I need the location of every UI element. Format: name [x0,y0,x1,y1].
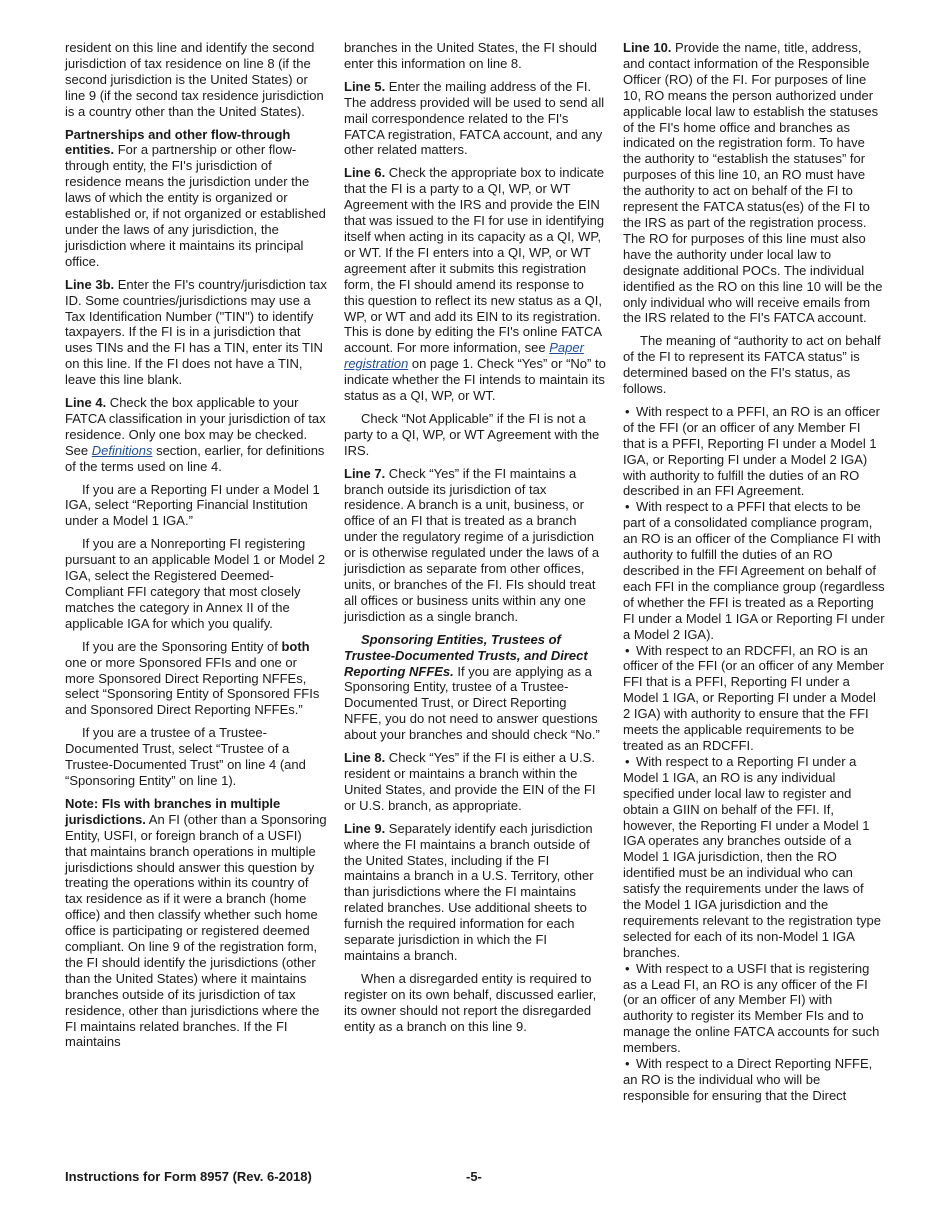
text-sponsoring-entities: If you are applying as a Sponsoring Entity, trustee of a Trustee-Documented Trust, or Direct Reporting NFFE, you do not need to answer questions about your branches and should check “No.” [344,663,600,743]
text-line-6-b: on page 1. Check “Yes” or “No” to indicate whether the FI intends to maintain its status as a QI, WP, or WT. [344,356,606,404]
heading-line-5: Line 5. [344,78,386,94]
heading-sponsoring-entities: Sponsoring Entities, Trustees of Trustee-Documented Trusts, and Direct Reporting NFFEs. [344,631,588,679]
paragraph-not-applicable: Check “Not Applicable” if the FI is not a party to a QI, WP, or WT Agreement with the IRS. [344,410,600,458]
heading-line-8: Line 8. [344,750,386,766]
paragraph-sponsoring-entities [344,632,606,743]
column-right [623,40,885,1104]
column-middle [344,40,606,1041]
text-line-3b: Enter the FI's country/jurisdiction tax ID. Some countries/jurisdictions may use a Tax Identification Number ("TIN") to identify taxpayers. If the FI is in a jurisdiction that uses TINs and the FI has a TIN, enter its TIN on this line. If the FI does not have a TIN, leave this line blank. [65,276,327,388]
paragraph-line-8 [344,750,606,814]
text-line-10: Provide the name, title, address, and contact information of the Responsible Officer (RO) of the FI. For purposes of line 10, RO means the person authorized under applicable local law to establish the statuses of the FI's home office and branches as indicated on the registration form. To have the authority to “establish the statuses” for purposes of this line 10, an RO must have the authority to act on behalf of the FI to represent the FATCA status(es) of the FI to the IRS as part of the registration process. The RO for purposes of this line must also have the authority under local law to designate additional POCs. The individual identified as the RO on this line 10 will be the only individual who will receive emails from the IRS related to the FI's FATCA account. [623,40,883,326]
bullet-consolidated-compliance: • With respect to a PFFI that elects to be part of a consolidated compliance program, an RO is an officer of the Compliance FI with authority to fulfill the duties of an RO described in the FFI Agreement on behalf of each FFI in the compliance group (regardless of whether the FFI is treated as a Reporting FI under a Model 1 IGA or Reporting FI under a Model 2 IGA). [623,499,885,642]
text-line-6-a: Check the appropriate box to indicate that the FI is a party to a QI, WP, or WT Agreement with the IRS and provide the EIN that was issued to the FI for use in identifying itself when acting in its capacity as a QI, WP, or WT. If the FI enters into a QI, WP, or WT agreement after it submits this registration form, the FI should amend its response to this question to reflect its new status as a QI, WP, or WT and add its EIN to its registration. This is done by editing the FI's online FATCA account. For more information, see [344,165,605,356]
heading-line-7: Line 7. [344,465,386,481]
bullet-pffi: • With respect to a PFFI, an RO is an officer of the FFI (or an officer of any Member FI that is a PFFI, Reporting FI under a Model 1 IGA, or Reporting FI under a Model 2 IGA) with authority to fulfill the duties of an RO described in an FFI Agreement. [623,404,885,499]
paragraph-line-6 [344,165,606,404]
bullet-rdcffi: • With respect to an RDCFFI, an RO is an officer of the FFI (or an officer of any Member FFI that is a PFFI, Reporting FI under a Model 1 IGA, or Reporting FI under a Model 2 IGA) with authority to ensure that the FFI meets the applicable requirements to be treated as an RDCFFI. [623,643,885,754]
text-sponsoring-b: one or more Sponsored FFIs and one or more Sponsored Direct Reporting NFFEs, select “Sponsoring Entity of Sponsored FFIs and Sponsored Direct Reporting NFFEs.” [65,654,320,718]
paragraph-branches-continued: branches in the United States, the FI should enter this information on line 8. [344,40,597,71]
text-line-4-b: section, earlier, for definitions of the terms used on line 4. [65,442,325,474]
text-sponsoring-a: If you are the Sponsoring Entity of [82,638,282,654]
text-partnerships: For a partnership or other flow-through entity, the FI's jurisdiction of residence means the jurisdiction under the laws of which the entity is organized or established or, if not organized or established under the laws of any jurisdiction, the jurisdiction where it maintains its principal office. [65,142,326,269]
heading-line-10: Line 10. [623,40,672,55]
paragraph-line-10 [623,40,885,326]
footer-page-number: -5- [466,1169,482,1184]
heading-line-4: Line 4. [65,395,107,411]
text-line-5: Enter the mailing address of the FI. The address provided will be used to send all mail correspondence related to the FI's FATCA registration, FATCA account, and any other related matters. [344,78,605,158]
paper-registration-link[interactable]: Paper registration [344,340,584,372]
text-line-7: Check “Yes” if the FI maintains a branch outside its jurisdiction of tax residence. A branch is a unit, business, or office of an FI that is treated as a branch under the regulatory regime of a jurisdiction or is otherwise regulated under the laws of a jurisdiction as separate from other offices, units, or branches of the FI. FIs should treat all offices or business units within any one jurisdiction as a single branch. [344,465,600,624]
text-line-4-a: Check the box applicable to your FATCA classification in your jurisdiction of tax residence. Only one box may be checked. See [65,395,326,458]
paragraph-line-5 [344,79,606,159]
paragraph-note-branches [65,796,327,1051]
heading-partnerships: Partnerships and other flow-through entities. [65,126,291,158]
bullet-reporting-fi-model-1: • With respect to a Reporting FI under a Model 1 IGA, an RO is any individual specified under local law to register and obtain a GIIN on behalf of the FFI. If, however, the Reporting FI under a Model 1 IGA operates any branches outside of a Model 1 IGA jurisdiction, then the RO identified must be an individual who can satisfy the requirements under the laws of the Model 1 IGA jurisdiction and the requirements relevant to the registration type selected for each of its non-Model 1 IGA branches. [623,754,885,961]
text-line-8: Check “Yes” if the FI is either a U.S. resident or maintains a branch within the United States, and provide the EIN of the FI or U.S. branch, as appropriate. [344,750,596,813]
paragraph-reporting-fi: If you are a Reporting FI under a Model 1 IGA, select “Reporting Financial Institution under a Model 1 IGA.” [65,481,320,529]
bullet-direct-reporting-nffe: • With respect to a Direct Reporting NFFE, an RO is the individual who will be responsible for ensuring that the Direct [623,1056,885,1104]
paragraph-line-7 [344,466,606,625]
definitions-link[interactable]: Definitions [91,442,153,458]
paragraph-line-3b [65,277,327,388]
paragraph-authority-meaning: The meaning of “authority to act on behalf of the FI to represent its FATCA status” is determined based on the FI's status, as follows. [623,333,881,397]
paragraph-trustee: If you are a trustee of a Trustee-Documented Trust, select “Trustee of a Trustee-Documented Trust” on line 4 (and “Sponsoring Entity” on line 1). [65,725,306,788]
heading-line-6: Line 6. [344,165,386,181]
paragraph-line-4 [65,395,327,475]
paragraph-residence-continued: resident on this line and identify the second jurisdiction of tax residence on line 8 (if the second jurisdiction is the United States) or line 9 (if the second tax residence jurisdiction is a country other than the United States). [65,40,324,119]
paragraph-nonreporting-fi: If you are a Nonreporting FI registering pursuant to an applicable Model 1 or Model 2 IGA, select the Registered Deemed-Compliant FFI category that most closely matches the category in Annex II of the applicable IGA for which you qualify. [65,536,326,631]
paragraph-line-9 [344,821,606,964]
paragraph-disregarded-entity: When a disregarded entity is required to register on its own behalf, discussed earlier, its owner should not report the disregarded entity as a branch on this line 9. [344,970,597,1034]
bullet-usfi-lead-fi: • With respect to a USFI that is registering as a Lead FI, an RO is any officer of the FI (or an officer of any Member FI) with authority to register its Member FIs and to manage the online FATCA accounts for such members. [623,961,885,1056]
text-line-9: Separately identify each jurisdiction where the FI maintains a branch outside of the United States, including if the FI maintains a branch in a U.S. Territory, other than jurisdictions where the FI maintains related branches. Use additional sheets to furnish the required information for each separate jurisdiction in which the FI maintains a branch. [344,820,594,963]
heading-note-branches: Note: FIs with branches in multiple jurisdictions. [65,795,281,827]
column-left [65,40,327,1057]
text-note-branches: An FI (other than a Sponsoring Entity, USFI, or foreign branch of a USFI) that maintains branch operations in multiple jurisdictions should answer this question by treating the operations within its country of tax residence as if it were a branch (home office) and then classify whether such home office is participating or registered deemed compliant. On line 9 of the registration form, the FI should identify the jurisdictions (other than the United States) where it maintains branches outside of its jurisdiction of tax residence, other than jurisdictions where the FI maintains related branches. If the FI maintains [65,811,327,1050]
paragraph-partnerships [65,127,327,270]
heading-line-9: Line 9. [344,820,386,836]
heading-line-3b: Line 3b. [65,276,115,292]
text-sponsoring-bold: both [281,638,310,654]
paragraph-sponsoring-entity [65,639,327,719]
footer-form-title: Instructions for Form 8957 (Rev. 6-2018) [65,1169,312,1184]
